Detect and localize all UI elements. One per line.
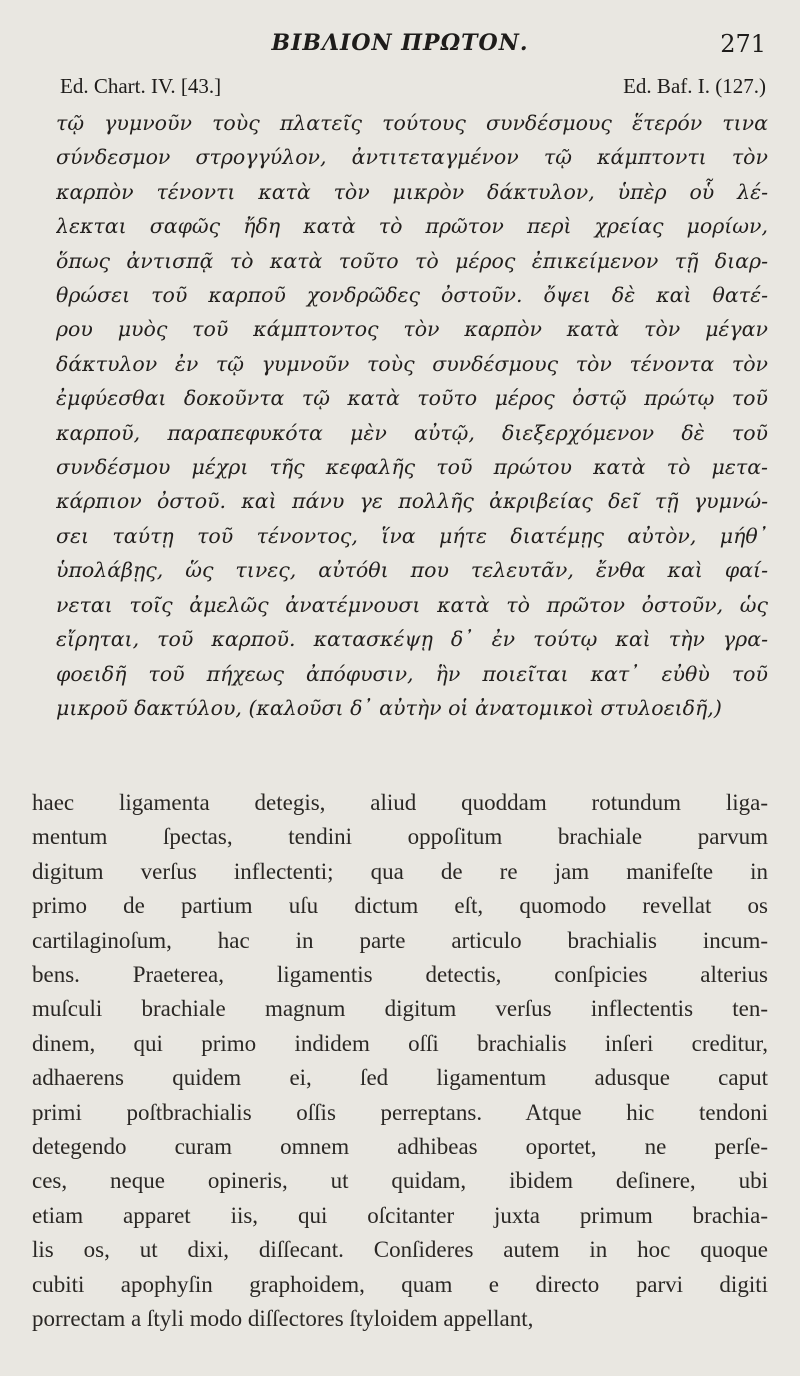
greek-text-line: συνδέσμου μέχρι τῆς κεφαλῆς τοῦ πρώτου κατὰ τὸ μετα- bbox=[56, 455, 768, 480]
latin-text-line: cubiti apophyſin graphoidem, quam e directo parvi digiti bbox=[32, 1271, 768, 1297]
latin-text-line: adhaerens quidem ei, ſed ligamentum adusque caput bbox=[32, 1065, 768, 1091]
greek-text-line: ὅπως ἀντισπᾷ τὸ κατὰ τοῦτο τὸ μέρος ἐπικείμενον τῇ διαρ- bbox=[56, 248, 768, 273]
latin-text-line: muſculi brachiale magnum digitum verſus inflectentis ten- bbox=[32, 996, 768, 1022]
greek-text-line: τῷ γυμνοῦν τοὺς πλατεῖς τούτους συνδέσμους ἕτερόν τινα bbox=[56, 111, 768, 135]
latin-text-line: cartilaginoſum, hac in parte articulo brachialis incum- bbox=[32, 927, 768, 953]
latin-text-line: detegendo curam omnem adhibeas oportet, ne perſe- bbox=[32, 1134, 768, 1160]
edition-reference-basel: Ed. Baf. I. (127.) bbox=[623, 74, 766, 98]
greek-text-line: κάρπιον ὀστοῦ. καὶ πάνυ γε πολλῆς ἀκριβείας δεῖ τῇ γυμνώ- bbox=[56, 489, 768, 514]
latin-text-line: porrectam a ſtyli modo diſſectores ſtyloidem appellant, bbox=[32, 1306, 534, 1332]
latin-text-line: etiam apparet iis, qui oſcitanter juxta primum brachia- bbox=[32, 1202, 768, 1228]
latin-text-line: primi poſtbrachialis oſſis perreptans. Atque hic tendoni bbox=[32, 1099, 768, 1125]
latin-text-line: bens. Praeterea, ligamentis detectis, conſpicies alterius bbox=[32, 962, 768, 988]
greek-text-line: μικροῦ δακτύλου, (καλοῦσι δ᾽ αὐτὴν οἱ ἀνατομικοὶ στυλοειδῆ,) bbox=[56, 695, 722, 720]
greek-text-line: θρώσει τοῦ καρποῦ χονδρῶδες ὀστοῦν. ὄψει δὲ καὶ θατέ- bbox=[56, 283, 768, 308]
greek-text-line: σύνδεσμον στρογγύλον, ἀντιτεταγμένον τῷ κάμπτοντι τὸν bbox=[56, 145, 768, 170]
greek-text-line: φοειδῆ τοῦ πήχεως ἀπόφυσιν, ἣν ποιεῖται κατ᾽ εὐθὺ τοῦ bbox=[56, 661, 768, 686]
latin-text-block bbox=[32, 786, 768, 1337]
greek-text-line: λεκται σαφῶς ἤδη κατὰ τὸ πρῶτον περὶ χρείας μορίων, bbox=[56, 214, 768, 239]
latin-text-line: digitum verſus inflectenti; qua de re jam manifeſte in bbox=[32, 858, 768, 884]
greek-text-line: καρποῦ, παραπεφυκότα μὲν αὐτῷ, διεξερχόμενον δὲ τοῦ bbox=[56, 420, 768, 445]
greek-text-line: δάκτυλον ἐν τῷ γυμνοῦν τοὺς συνδέσμους τὸν τένοντα τὸν bbox=[56, 351, 768, 376]
greek-text-line: νεται τοῖς ἀμελῶς ἀνατέμνουσι κατὰ τὸ πρῶτον ὀστοῦν, ὡς bbox=[56, 592, 768, 617]
greek-text-line: εἴρηται, τοῦ καρποῦ. κατασκέψῃ δ᾽ ἐν τούτῳ καὶ τὴν γρα- bbox=[56, 627, 768, 652]
latin-text-line: haec ligamenta detegis, aliud quoddam rotundum liga- bbox=[32, 790, 768, 815]
latin-text-line: ces, neque opineris, ut quidam, ibidem deſinere, ubi bbox=[32, 1168, 768, 1194]
latin-text-line: mentum ſpectas, tendini oppoſitum brachiale parvum bbox=[32, 824, 768, 850]
greek-text-line: καρπὸν τένοντι κατὰ τὸν μικρὸν δάκτυλον, ὑπὲρ οὗ λέ- bbox=[56, 179, 768, 204]
latin-text-line: primo de partium uſu dictum eſt, quomodo revellat os bbox=[32, 893, 768, 919]
greek-text-line: σει ταύτῃ τοῦ τένοντος, ἵνα μήτε διατέμῃς αὐτὸν, μήθ᾽ bbox=[56, 523, 768, 548]
page-header bbox=[0, 20, 800, 70]
edition-reference-chart: Ed. Chart. IV. [43.] bbox=[60, 74, 222, 98]
greek-text-line: ὑπολάβῃς, ὥς τινες, αὐτόθι που τελευτᾶν, ἔνθα καὶ φαί- bbox=[56, 558, 768, 583]
edition-references bbox=[60, 74, 766, 104]
latin-text-line: dinem, qui primo indidem oſſi brachialis inſeri creditur, bbox=[32, 1030, 768, 1056]
latin-text-line: lis os, ut dixi, diſſecant. Conſideres autem in hoc quoque bbox=[32, 1237, 768, 1263]
page-number: 271 bbox=[720, 30, 766, 58]
greek-text-line: ἐμφύεσθαι δοκοῦντα τῷ κατὰ τοῦτο μέρος ὀστῷ πρώτῳ τοῦ bbox=[56, 386, 768, 411]
running-title: ΒΙΒΛΙΟΝ ΠΡΩΤΟΝ. bbox=[271, 30, 529, 56]
greek-text-line: ρου μυὸς τοῦ κάμπτοντος τὸν καρπὸν κατὰ τὸν μέγαν bbox=[56, 317, 768, 342]
greek-text-block bbox=[56, 106, 768, 725]
